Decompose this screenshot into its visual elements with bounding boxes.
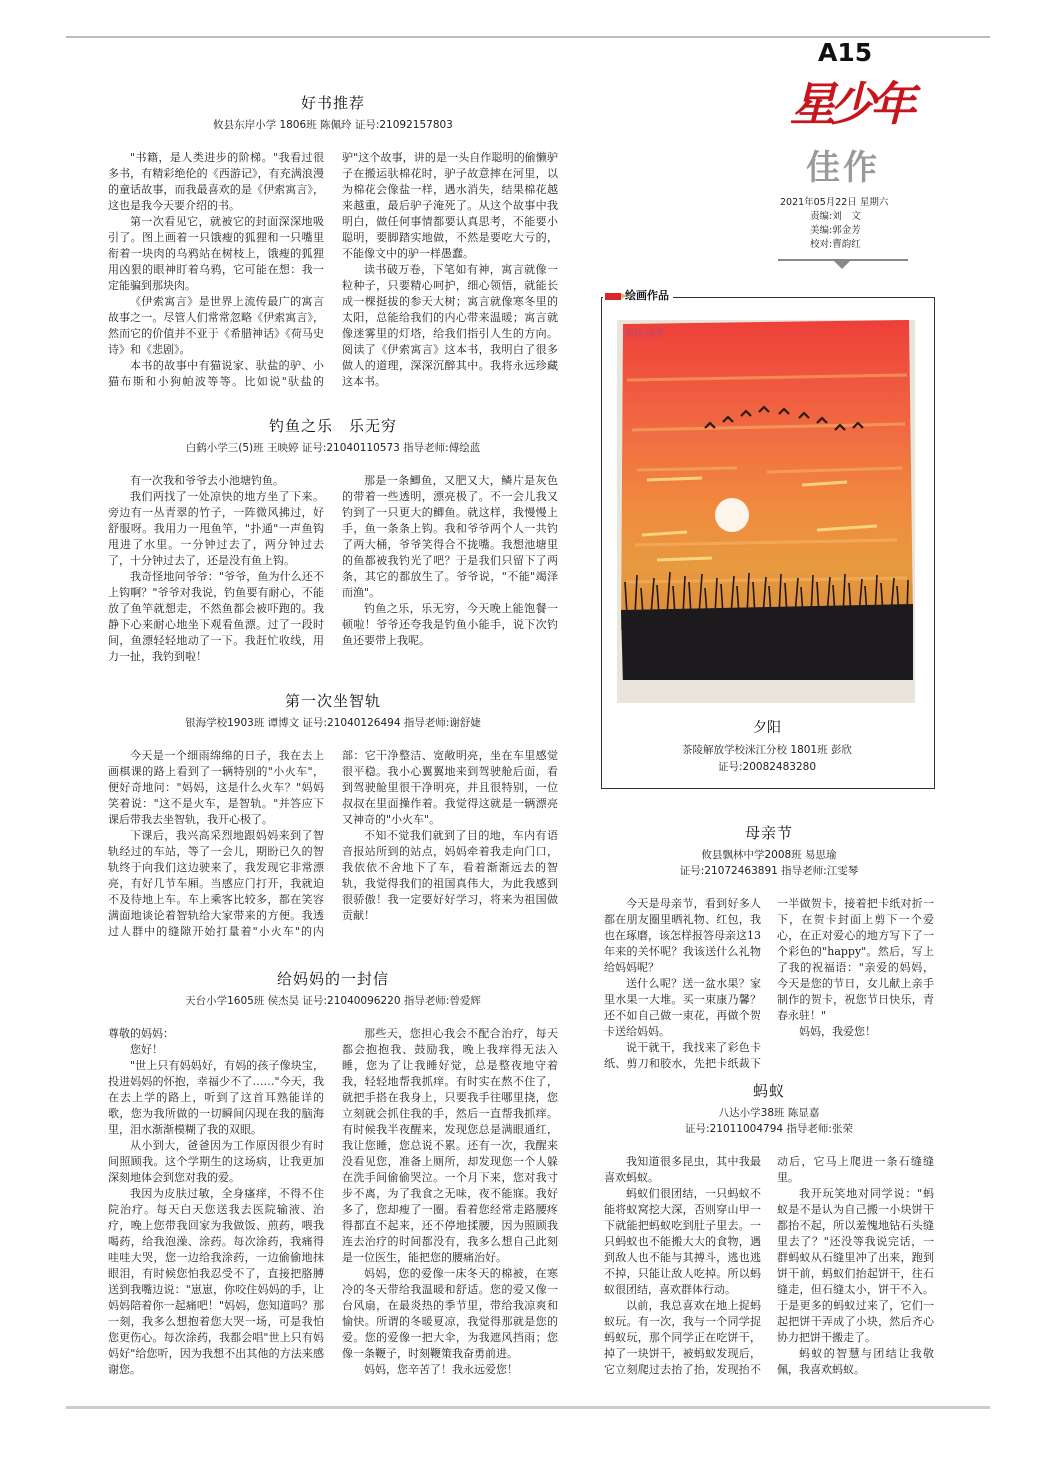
paragraph: 我因为皮肤过敏，全身瘙痒，不得不住院治疗。每天白天您送我去医院输液、治疗，晚上您带我回家为我做饭、煎药，喂我喝药，给我泡澡、涂药。每次涂药，我痛得哇哇大哭，您一边给我涂药，一边偷偷地抹眼泪，有时候您怕我忍受不了，直接把胳膊送到我嘴边说："崽崽，你咬住妈妈的手，让妈妈陪着你一起痛吧！"妈妈，您知道吗？那一刻，我多么想抱着您大哭一场，可是我怕您更伤心。每次涂药，我都会唱"世上只有妈妈好"给您听，因为我想不出其他的方法来感谢您。 xyxy=(108,1187,324,1376)
article-body xyxy=(108,748,558,940)
paragraph: 蚂蚁们很团结，一只蚂蚁不能将蚁窝挖大深，否则穿山甲一下就能把蚂蚁吃到肚子里去。一只蚂蚁也不能搬大大的食物，遇到敌人也不能与其搏斗，逃也逃不掉，只能让敌人吃掉。所以蚂蚁很团结，喜欢群体行动。 xyxy=(604,1187,761,1296)
article-body xyxy=(604,1154,934,1378)
paragraph: 妈妈，我爱您！ xyxy=(799,1025,876,1038)
bottom-rule xyxy=(66,1406,990,1409)
paragraph: 钓鱼之乐，乐无穷，今天晚上能饱餐一顿啦！爷爷还夸我是钓鱼小能手，说下次钓鱼还要带上我呢。 xyxy=(342,602,558,647)
article-title: 好书推荐 xyxy=(300,94,365,112)
section-logo: 星少年 xyxy=(790,77,910,131)
painting-tag-label: 绘画作品 xyxy=(625,289,669,302)
article-title: 钓鱼之乐 乐无穷 xyxy=(268,417,397,435)
article-title: 给妈妈的一封信 xyxy=(276,970,389,988)
article-smart-rail xyxy=(108,690,558,940)
article-byline: 银海学校1903班 谭博文 证号:21040126494 指导老师:谢舒婕 xyxy=(185,717,481,729)
paragraph: 说干就干，我找来了彩色卡纸、剪刀和胶水，先把卡纸裁下一半做贺卡，接着把卡纸对折一下，在贺卡封面上剪下一个爱心，在正对爱心的地方写下了一个彩色的"happy"。然后，写上了我的祝福语："亲爱的妈妈，今天是您的节日，女儿献上亲手制作的贺卡，祝您节日快乐，青春永驻！" xyxy=(604,897,934,1070)
paragraph: 本书的故事中有猫说家、驮盐的驴、小猫布斯和小狗帕波等等。比如说"驮盐的驴"这个故事，讲的是一头自作聪明的偷懒驴子在搬运驮棉花时，驴子故意摔在河里，以为棉花会像盐一样，遇水消失，结果棉花越来越重，最后驴子淹死了。从这个故事中我明白，做任何事情都要认真思考，不能要小聪明，要脚踏实地做，不然是要吃大亏的，不能像文中的驴一样愚蠢。 xyxy=(108,151,558,388)
page-number: A15 xyxy=(818,38,873,67)
article-body xyxy=(604,896,934,1072)
paragraph: 送什么呢？送一盆水果？家里水果一大堆。买一束康乃馨？还不如自己做一束花，再做个贺卡送给妈妈。 xyxy=(604,977,761,1038)
painting-author: 茶陵解放学校洣江分校 1801班 彭欣 xyxy=(682,744,852,756)
paragraph: 妈妈，您辛苦了！我永远爱您！ xyxy=(364,1363,518,1376)
paragraph: 那是一条鲫鱼，又肥又大，鳞片是灰色的带着一些透明，漂亮极了。不一会儿我又钓到了一只更大的鲫鱼。就这样，我慢慢上手，鱼一条条上钩。我和爷爷两个人一共钓了两大桶，爷爷笑得合不拢嘴。我想池塘里的鱼都被我钓光了吧？于是我们只留下了两条，其它的都放生了。爷爷说，"不能"竭泽而渔"。 xyxy=(342,474,558,599)
paragraph: 第一次看见它，就被它的封面深深地吸引了。图上画着一只饿瘦的狐狸和一只嘴里衔着一块肉的乌鸦站在树枝上，饿瘦的狐狸用凶狠的眼神盯着乌鸦，它可能在想：我一定能骗到那块肉。 xyxy=(108,215,324,292)
paragraph: 蚂蚁的智慧与团结让我敬佩，我喜欢蚂蚁。 xyxy=(777,1347,934,1376)
paragraph: "世上只有妈妈好，有妈的孩子像块宝，投进妈妈的怀抱，幸福少不了……"今天，我在去上学的路上，听到了这首耳熟能详的歌，您为我所做的一切瞬间闪现在我的脑海里，泪水渐渐模糊了我的双眼。 xyxy=(108,1059,324,1136)
editor-credit: 责编:刘 文 xyxy=(810,211,861,222)
painting-title: 夕阳 xyxy=(753,720,781,736)
sunset-painting xyxy=(617,320,915,703)
article-book-recommendation xyxy=(108,92,558,390)
section-name: 佳作 xyxy=(806,148,880,188)
article-title: 母亲节 xyxy=(744,824,793,842)
article-ants xyxy=(604,1080,934,1378)
designer-credit: 美编:郭金芳 xyxy=(810,225,861,236)
paragraph: 我开玩笑地对同学说："蚂蚁是不是认为自己搬一小块饼干都抬不起，所以羞愧地钻石头缝里去了？"还没等我说完话，一群蚂蚁从石缝里冲了出来，跑到饼干前，蚂蚁们抬起饼干，往石缝走，但石缝太小，饼干不入。于是更多的蚂蚁过来了，它们一起把饼干弄成了小块，然后齐心协力把饼干搬走了。 xyxy=(777,1187,934,1344)
painting-signature: 彭欣 同学 xyxy=(625,329,664,339)
article-body xyxy=(108,1026,558,1378)
issue-date: 2021年05月22日 星期六 xyxy=(780,197,889,208)
article-byline: 白鹤小学三(5)班 王映婷 证号:21040110573 指导老师:傅绘蓝 xyxy=(185,442,481,454)
paragraph: 以前，我总喜欢在地上捉蚂蚁玩。有一次，我与一个同学捉蚂蚁玩，那个同学正在吃饼干，掉了一块饼干，被蚂蚁发现后，它立刻爬过去抬了抬，发现抬不动后，它马上爬进一条石缝缝里。 xyxy=(604,1155,934,1376)
paragraph: 今天是母亲节，看到好多人都在朋友圈里晒礼物、红包，我也在琢磨，该怎样报答母亲这13年来的关怀呢？我该送什么礼物给妈妈呢？ xyxy=(604,897,761,974)
paragraph: 下课后，我兴高采烈地跟妈妈来到了智轨经过的车站，等了一会儿，期盼已久的智轨终于向我们这边驶来了，我发现它非常漂亮，有好几节车厢。当感应门打开，我就迫不及待地上车。车上乘客比较多，都在笑容满面地谈论着智轨给大家带来的方便。我透过人群中的缝隙开始打量着"小火车"的内部：它干净整洁、宽敞明亮，坐在车里感觉很平稳。我小心翼翼地来到驾驶舱后面，看到驾驶舱里很干净明亮，并且很特别，一位叔叔在里面操作着。我觉得这就是一辆漂亮又神奇的"小火车"。 xyxy=(108,749,558,938)
article-byline: 天台小学1605班 侯杰昊 证号:21040096220 指导老师:曾爱辉 xyxy=(185,995,481,1007)
paragraph: "书籍，是人类进步的阶梯。"我看过很多书，有精彩绝伦的《西游记》，有充满浪漫的童话故事，而我最喜欢的是《伊索寓言》，这也是我今天要介绍的书。 xyxy=(108,151,324,212)
painting-caption xyxy=(601,717,933,774)
article-mothers-day xyxy=(604,822,934,1072)
article-title: 第一次坐智轨 xyxy=(284,692,381,710)
paragraph: 从小到大，爸爸因为工作原因很少有时间照顾我。这个学期生的这场病，让我更加深刻地体会到您对我的爱。 xyxy=(108,1139,324,1184)
proofreader-credit: 校对:曹韵红 xyxy=(810,239,861,250)
article-byline: 攸县飘林中学2008班 易思瑜 xyxy=(701,849,837,861)
article-body xyxy=(108,473,558,665)
article-byline-cert: 证号:21011004794 指导老师:张荣 xyxy=(685,1123,853,1135)
paragraph: 今天是一个细雨绵绵的日子，我在去上画棋课的路上看到了一辆特别的"小火车"，便好奇地问："妈妈，这是什么火车？"妈妈笑着说："这不是火车，是智轨。"并答应下课后带我去坐智轨，我开心极了。 xyxy=(108,749,324,826)
paragraph: 《伊索寓言》是世界上流传最广的寓言故事之一。尽管人们常常忽略《伊索寓言》，然而它的价值并不亚于《希腊神话》《荷马史诗》和《悲剧》。 xyxy=(108,295,324,356)
article-byline-cert: 证号:21072463891 指导老师:江雯琴 xyxy=(679,865,859,877)
article-body xyxy=(108,150,558,390)
pencil-icon xyxy=(605,293,621,300)
paragraph: 读书破万卷，下笔如有神，寓言就像一粒种子，只要精心呵护，细心领悟，就能长成一棵挺拔的参天大树；寓言就像寒冬里的太阳，总能给我们的内心带来温暖；寓言就像迷雾里的灯塔，给我们指引人生的方向。阅读了《伊索寓言》这本书，我明白了很多做人的道理，深深沉醉其中。我将永远珍藏这本书。 xyxy=(342,263,558,388)
salutation: 尊敬的妈妈： xyxy=(108,1027,174,1040)
masthead-arrow-icon xyxy=(833,260,851,269)
article-title: 蚂蚁 xyxy=(752,1082,785,1100)
painting-section-tag xyxy=(603,287,673,303)
painting-cert-number: 证号:20082483280 xyxy=(717,761,817,773)
paragraph: 那些天，您担心我会不配合治疗，每天都会抱抱我、鼓励我，晚上我痒得无法入睡，您为了让我睡好觉，总是整夜地守着我，轻轻地帮我抓痒。有时实在熬不住了，就把手搭在我身上，只要我手往哪里挠，您立刻就会抓住我的手，然后一直帮我抓痒。有时候我半夜醒来，发现您总是满眼通红，我让您睡，您总说不累。还有一次，我醒来没看见您，准备上厕所，却发现您一个人躲在洗手间偷偷哭泣。一个月下来，您对我寸步不离，为了我食之无味，夜不能寐。我好多了，您却瘦了一圈。看着您经常走路腰疼得都直不起来，还不停地揉腰，因为照顾我连去治疗的时间都没有，我多么想自己此刻是一位医生，能把您的腰痛治好。 xyxy=(342,1027,558,1264)
paragraph: 有一次我和爷爷去小池塘钓鱼。 xyxy=(130,474,284,487)
paragraph: 您好！ xyxy=(130,1043,163,1056)
paragraph: 我奇怪地问爷爷："爷爷，鱼为什么还不上钩啊？"爷爷对我说，钓鱼要有耐心，不能放了鱼竿就想走，不然鱼都会被吓跑的。我静下心来耐心地坐下观看鱼漂。过了一段时间，鱼漂轻轻地动了一下。我赶忙收线，用力一扯，我钓到啦！ xyxy=(108,570,324,663)
masthead-meta xyxy=(780,196,888,252)
article-letter-to-mom xyxy=(108,968,558,1378)
paragraph: 我们两找了一处凉快的地方坐了下来。旁边有一丛青翠的竹子，一阵微风拂过，好舒服呀。我用力一甩鱼竿，"扑通"一声鱼钩甩进了水里。一分钟过去了，两分钟过去了，十分钟过去了，还是没有鱼上钩。 xyxy=(108,490,324,567)
article-fishing xyxy=(108,415,558,665)
article-byline: 攸县东岸小学 1806班 陈佩玲 证号:21092157803 xyxy=(213,119,453,131)
paragraph: 我知道很多昆虫，其中我最喜欢蚂蚁。 xyxy=(604,1155,761,1184)
paragraph: 妈妈，您的爱像一床冬天的棉被，在寒冷的冬天带给我温暖和舒适。您的爱又像一台风扇，在最炎热的季节里，带给我凉爽和愉快。所谓的冬暖夏凉，我觉得那就是您的爱。您的爱像一把大伞，为我遮风挡雨；您像一条鞭子，时刻鞭策我奋勇前进。 xyxy=(342,1267,558,1360)
paragraph: 不知不觉我们就到了目的地，车内有语音报站所到的站点，妈妈牵着我走向门口，我依依不舍地下了车，看着渐渐远去的智轨，我觉得我们的祖国真伟大，为此我感到很骄傲！我一定要好好学习，将来为祖国做贡献！ xyxy=(342,829,558,922)
article-byline: 八达小学38班 陈显嘉 xyxy=(718,1107,820,1119)
